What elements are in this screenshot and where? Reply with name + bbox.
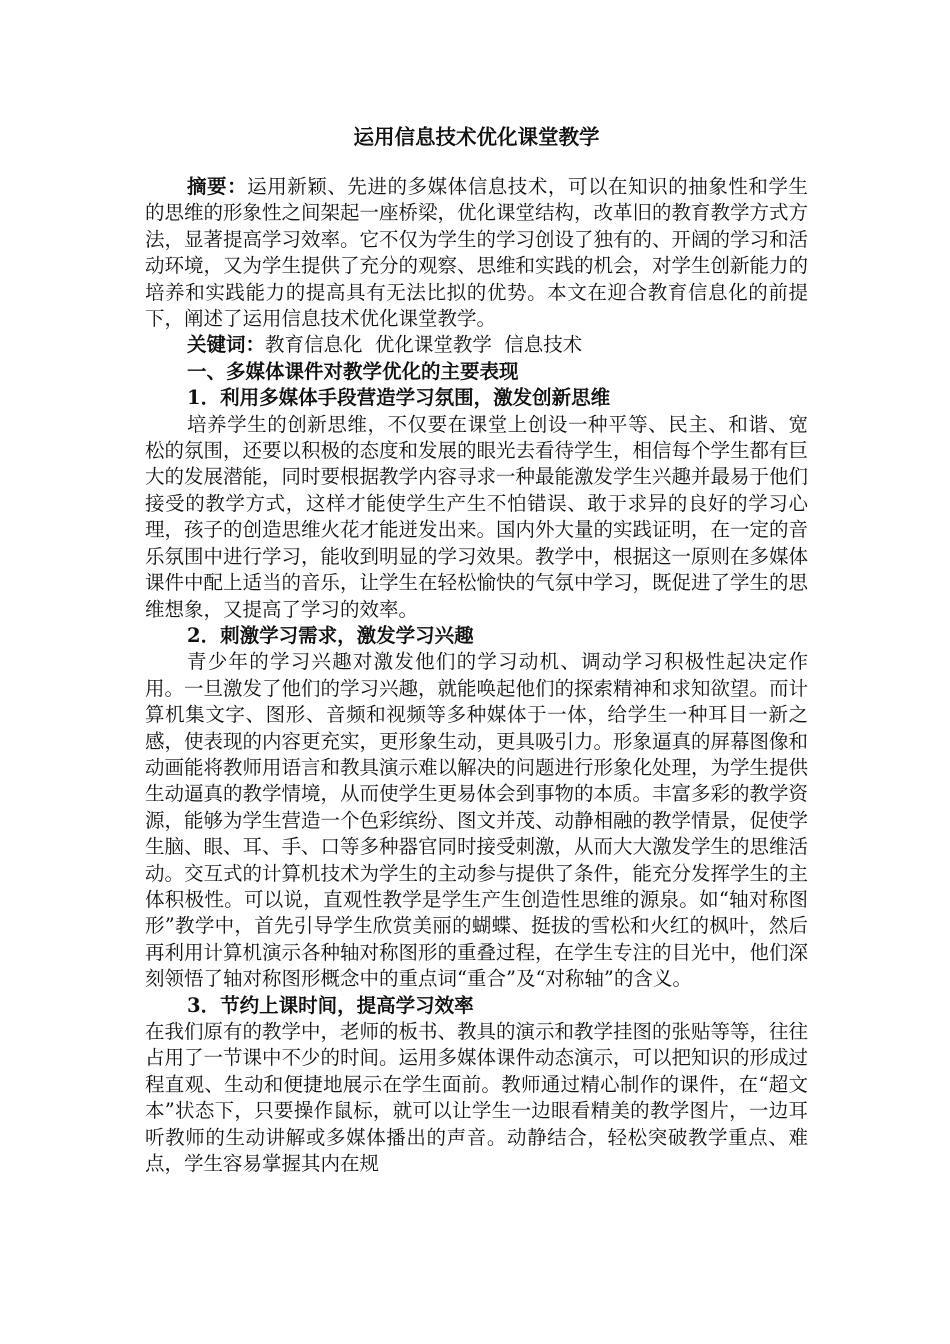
subsection-1-text: 培养学生的创新思维，不仅要在课堂上创设一种平等、民主、和谐、宽松的氛围，还要以积极的态度和发展的眼光去看待学生，相信每个学生都有巨大的发展潜能，同时要根据教学内容寻求一种最能激发学生兴趣并最易于他们接受的教学方式，这样才能使学生产生不怕错误、敢于求异的良好的学习心理，孩子的创造思维火花才能迸发出来。国内外大量的实践证明，在一定的音乐氛围中进行学习，能收到明显的学习效果。教学中，根据这一原则在多媒体课件中配上适当的音乐，让学生在轻松愉快的气氛中学习，既促进了学生的思维想象，又提高了学习的效率。: [145, 412, 809, 621]
abstract-paragraph: [145, 174, 808, 332]
subsection-3-text: 在我们原有的教学中，老师的板书、教具的演示和教学挂图的张贴等等，往往占用了一节课中不少的时间。运用多媒体课件动态演示，可以把知识的形成过程直观、生动和便捷地展示在学生面前。教师通过精心制作的课件，在“超文本”状态下，只要操作鼠标，就可以让学生一边眼看精美的教学图片，一边耳听教师的生动讲解或多媒体播出的声音。动静结合，轻松突破教学重点、难点，学生容易掌握其内在规: [145, 1020, 809, 1176]
keywords-text: 教育信息化 优化课堂教学 信息技术: [265, 333, 583, 357]
subsection-1-heading: 1．利用多媒体手段营造学习氛围，激发创新思维: [187, 386, 611, 410]
subsection-2-heading: 2．刺激学习需求，激发学习兴趣: [187, 623, 474, 647]
abstract-label: 摘要：: [187, 175, 248, 198]
document-page: [145, 122, 808, 1177]
keywords-label: 关键词：: [187, 333, 266, 357]
section-1-heading: 一、多媒体课件对教学优化的主要表现: [187, 359, 519, 383]
subsection-3-heading: 3．节约上课时间，提高学习效率: [187, 993, 474, 1017]
document-title: 运用信息技术优化课堂教学: [353, 125, 600, 149]
keywords-paragraph: [145, 332, 808, 358]
subsection-2-text: 青少年的学习兴趣对激发他们的学习动机、调动学习积极性起决定作用。一旦激发了他们的学习兴趣，就能唤起他们的探索精神和求知欲望。而计算机集文字、图形、音频和视频等多种媒体于一体，给学生一种耳目一新之感，使表现的内容更充实，更形象生动，更具吸引力。形象逼真的屏幕图像和动画能将教师用语言和教具演示难以解决的问题进行形象化处理，为学生提供生动逼真的教学情境，从而使学生更易体会到事物的本质。丰富多彩的教学资源，能够为学生营造一个色彩缤纷、图文并茂、动静相融的教学情景，促使学生脑、眼、耳、手、口等多种器官同时接受刺激，从而大大激发学生的思维活动。交互式的计算机技术为学生的主动参与提供了条件，能充分发挥学生的主体积极性。可以说，直观性教学是学生产生创造性思维的源泉。如“轴对称图形”教学中，首先引导学生欣赏美丽的蝴蝶、挺拔的雪松和火红的枫叶，然后再利用计算机演示各种轴对称图形的重叠过程，在学生专注的目光中，他们深刻领悟了轴对称图形概念中的重点词“重合”及“对称轴”的含义。: [145, 650, 809, 991]
abstract-text: 运用新颖、先进的多媒体信息技术，可以在知识的抽象性和学生的思维的形象性之间架起一座桥梁，优化课堂结构，改革旧的教育教学方式方法，显著提高学习效率。它不仅为学生的学习创设了独有的、开阔的学习和活动环境，又为学生提供了充分的观察、思维和实践的机会，对学生创新能力的培养和实践能力的提高具有无法比拟的优势。本文在迎合教育信息化的前提下，阐述了运用信息技术优化课堂教学。: [145, 175, 809, 331]
